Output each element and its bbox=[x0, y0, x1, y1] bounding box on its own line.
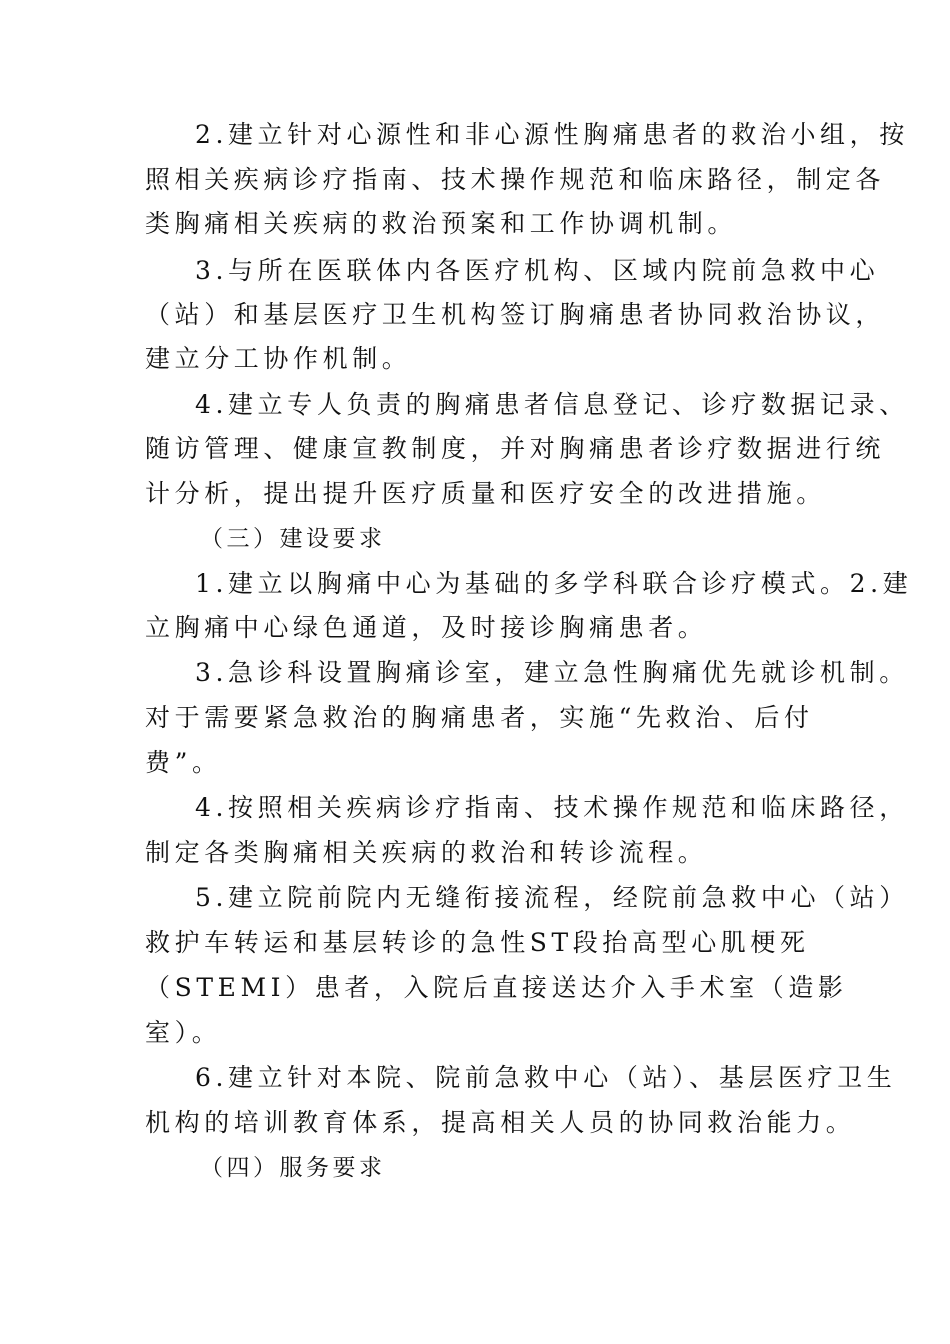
section-heading-3: （三）建设要求 bbox=[200, 526, 386, 552]
paragraph-3-line-1: 3.与所在医联体内各医疗机构、区域内院前急救中心 bbox=[195, 256, 880, 285]
requirement-5-line-4: 室）。 bbox=[145, 1018, 222, 1047]
requirement-6-line-1: 6.建立针对本院、院前急救中心（站）、基层医疗卫生 bbox=[195, 1063, 897, 1092]
section-heading-4: （四）服务要求 bbox=[200, 1155, 386, 1181]
requirement-3-line-1: 3.急诊科设置胸痛诊室，建立急性胸痛优先就诊机制。 bbox=[195, 658, 909, 687]
paragraph-4-line-2: 随访管理、健康宣教制度，并对胸痛患者诊疗数据进行统 bbox=[145, 434, 886, 463]
requirement-5-line-1: 5.建立院前院内无缝衔接流程，经院前急救中心（站） bbox=[195, 883, 909, 912]
paragraph-2-line-1: 2.建立针对心源性和非心源性胸痛患者的救治小组，按 bbox=[195, 120, 909, 149]
requirement-5-line-3: （STEMI）患者，入院后直接送达介入手术室（造影 bbox=[145, 973, 848, 1002]
requirement-3-line-3: 费”。 bbox=[145, 748, 222, 777]
requirement-6-line-2: 机构的培训教育体系，提高相关人员的协同救治能力。 bbox=[145, 1108, 856, 1137]
requirement-1-line-1: 1.建立以胸痛中心为基础的多学科联合诊疗模式。2.建 bbox=[195, 569, 913, 598]
requirement-4-line-1: 4.按照相关疾病诊疗指南、技术操作规范和临床路径， bbox=[195, 793, 909, 822]
requirement-3-line-2: 对于需要紧急救治的胸痛患者，实施“先救治、后付 bbox=[145, 703, 814, 732]
requirement-4-line-2: 制定各类胸痛相关疾病的救治和转诊流程。 bbox=[145, 838, 708, 867]
paragraph-4-line-1: 4.建立专人负责的胸痛患者信息登记、诊疗数据记录、 bbox=[195, 390, 909, 419]
paragraph-2-line-3: 类胸痛相关疾病的救治预案和工作协调机制。 bbox=[145, 209, 738, 238]
requirement-1-line-2: 立胸痛中心绿色通道，及时接诊胸痛患者。 bbox=[145, 613, 708, 642]
paragraph-3-line-2: （站）和基层医疗卫生机构签订胸痛患者协同救治协议， bbox=[145, 300, 886, 329]
requirement-5-line-2: 救护车转运和基层转诊的急性ST段抬高型心肌梗死 bbox=[145, 928, 810, 957]
paragraph-2-line-2: 照相关疾病诊疗指南、技术操作规范和临床路径，制定各 bbox=[145, 165, 886, 194]
paragraph-4-line-3: 计分析，提出提升医疗质量和医疗安全的改进措施。 bbox=[145, 479, 826, 508]
paragraph-3-line-3: 建立分工协作机制。 bbox=[145, 344, 412, 373]
